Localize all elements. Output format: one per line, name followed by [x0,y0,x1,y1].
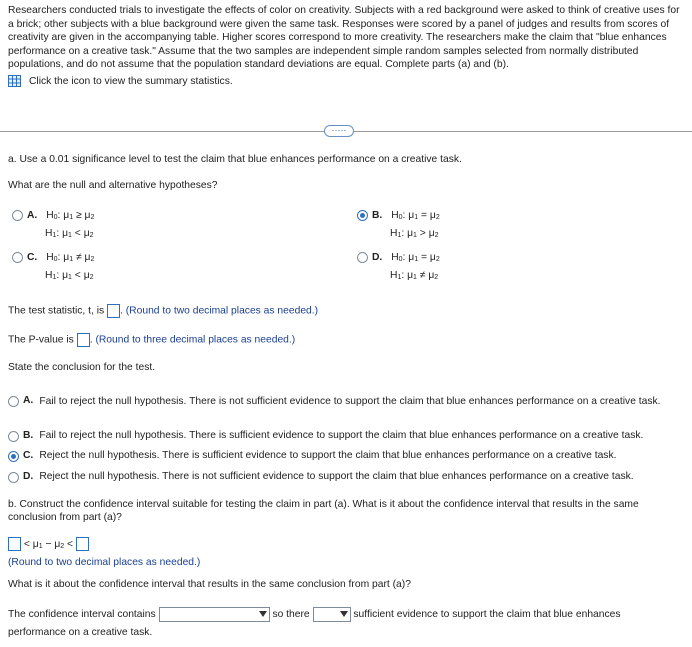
hypothesis-option-b[interactable]: B. H0: μ1 = μ2 H1: μ1 > μ2 [357,208,440,244]
evidence-dropdown[interactable] [313,607,351,622]
h1-a: H1: μ1 < μ2 [45,228,94,239]
intro-text: Researchers conducted trials to investigate the effects of color on creativity. Subjects with a red background were asked to think of creative uses for a brick; other subjects with a blue background were given the same task. Responses were scored by a panel of judges and results from scores of creativity are given in the accompanying table. Higher scores correspond to more creativity. The researchers make the claim that "blue enhances performance on a creative task." Assume that the two samples are independent simple random samples selected from normally distributed populations, and do not assume that the population standard deviations are equal. Complete parts (a) and (b). [8,5,680,71]
conclusion-option-b[interactable]: B. Fail to reject the null hypothesis. There is sufficient evidence to support the claim that blue enhances performance on a creative task. [8,430,684,442]
table-icon[interactable] [8,75,21,87]
hypotheses-question: What are the null and alternative hypotheses? [8,180,218,191]
radio-conclusion-d[interactable] [8,472,19,483]
h0-c: H0: μ1 ≠ μ2 [46,252,95,263]
h1-d: H1: μ1 ≠ μ2 [390,270,439,281]
test-statistic-hint: (Round to two decimal places as needed.) [125,305,319,317]
test-statistic-row: The test statistic, t, is . (Round to two decimal places as needed.) [8,305,319,317]
summary-stats-link[interactable] [8,75,233,87]
conclusion-prompt: State the conclusion for the test. [8,362,156,373]
part-a-prompt: a. Use a 0.01 significance level to test the claim that blue enhances performance on a creative task. [8,154,462,165]
summary-stats-text: Click the icon to view the summary statistics. [29,75,233,87]
ci-expression: < μ1 − μ2 < [23,538,74,550]
hypothesis-option-a[interactable]: A. H0: μ1 ≥ μ2 H1: μ1 < μ2 [12,208,94,244]
hypothesis-option-d[interactable]: D. H0: μ1 = μ2 H1: μ1 ≠ μ2 [357,250,440,286]
conclusion-option-c[interactable]: C. Reject the null hypothesis. There is sufficient evidence to support the claim that blue enhances performance on a creative task. [8,450,684,462]
conclusion-option-d[interactable]: D. Reject the null hypothesis. There is not sufficient evidence to support the claim that blue enhances performance on a creative task. [8,471,684,483]
radio-c[interactable] [12,252,23,263]
ci-lower-input[interactable] [8,537,21,551]
confidence-interval-row [8,537,89,551]
hypothesis-option-c[interactable]: C. H0: μ1 ≠ μ2 H1: μ1 < μ2 [12,250,94,286]
h1-c: H1: μ1 < μ2 [45,270,94,281]
ci-sentence-row: The confidence interval contains so there sufficient evidence to support the claim that blue enhances [8,607,621,622]
chevron-down-icon [259,611,267,617]
pvalue-input[interactable] [77,333,90,347]
h0-a: H0: μ1 ≥ μ2 [46,210,95,221]
test-statistic-input[interactable] [107,304,120,318]
radio-conclusion-b[interactable] [8,431,19,442]
radio-conclusion-c[interactable] [8,451,19,462]
h1-b: H1: μ1 > μ2 [390,228,439,239]
radio-d[interactable] [357,252,368,263]
conclusion-option-a[interactable]: A. Fail to reject the null hypothesis. There is not sufficient evidence to support the claim that blue enhances performance on a creative task. [8,395,684,408]
radio-b[interactable] [357,210,368,221]
chevron-down-icon [340,611,348,617]
radio-a[interactable] [12,210,23,221]
pvalue-row: The P-value is . (Round to three decimal places as needed.) [8,334,296,346]
ci-upper-input[interactable] [76,537,89,551]
part-b-question: What is it about the confidence interval that results in the same conclusion from part (a)? [8,579,411,590]
h0-d: H0: μ1 = μ2 [391,252,440,263]
part-b-prompt: b. Construct the confidence interval suitable for testing the claim in part (a). What is it about the confidence interval that results in the same conclusion from part (a)? [8,499,639,523]
ci-sentence-end: performance on a creative task. [8,627,153,638]
ci-contains-dropdown[interactable] [159,607,270,622]
pvalue-hint: (Round to three decimal places as needed.) [95,334,296,346]
radio-conclusion-a[interactable] [8,396,19,407]
h0-b: H0: μ1 = μ2 [391,210,440,221]
interval-hint: (Round to two decimal places as needed.) [8,557,201,568]
expand-more-button[interactable]: ····· [324,125,354,137]
